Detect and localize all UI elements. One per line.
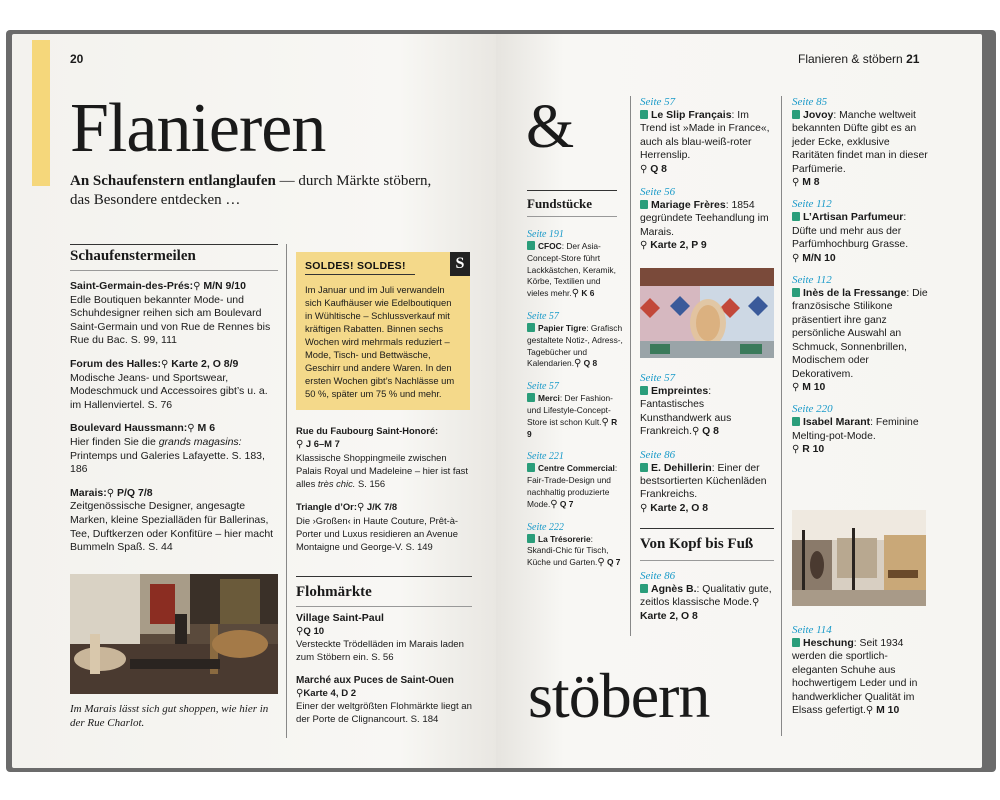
map-pin-icon: ⚲ [187, 423, 195, 435]
entry-text-italic: très chic. [317, 478, 356, 489]
shop-text: : Der Asia-Concept-Store führt Lackkästchen, Keramik, Körbe, Textilien und vieles mehr. [527, 241, 616, 299]
shop-name: Isabel Marant [803, 416, 871, 429]
shop-body [792, 416, 932, 456]
entry-text: Modische Jeans- und Sportswear, Modeschmuck und Accessoires gibt’s u. a. im Hallenviertel. S. 76 [70, 371, 268, 411]
entry-saint-germain [70, 280, 280, 348]
map-ref: K 6 [579, 288, 595, 299]
photo-shop-interior [792, 510, 926, 606]
shop-name: CFOC [538, 241, 562, 251]
page-reference: Seite 112 [792, 274, 832, 287]
shop-text: : Fantastisches Kunsthandwerk aus Frankreich. [640, 386, 732, 438]
shop-empreintes [640, 372, 776, 439]
intro-rest: — durch Märkte stöbern, das Besondere entdecken … [70, 173, 432, 208]
floh-entries [296, 612, 472, 726]
shop-name: Empreintes [651, 385, 709, 397]
entry-ref: J 6–M 7 [303, 438, 340, 449]
fund-item-body [527, 534, 623, 569]
shop-name: La Trésorerie [538, 533, 591, 544]
map-pin-icon: ⚲ [356, 502, 365, 513]
shop-name: Inès de la Fressange [803, 287, 907, 300]
shopping-bag-icon [527, 534, 535, 543]
entry-text-after: S. 156 [355, 478, 386, 489]
entry-ref: J/K 7/8 [364, 501, 398, 512]
map-pin-icon: ⚲ [597, 557, 605, 569]
col2-top-list [640, 96, 776, 263]
map-ref: M 10 [873, 705, 900, 717]
map-ref: Q 8 [581, 358, 598, 369]
page-reference: Seite 86 [640, 570, 676, 582]
shop-text: : Fair-Trade-Design und nachhaltig produzierte Mode. [527, 463, 618, 509]
shop-lartisan-parfumeur [792, 198, 932, 265]
entry-text: Einer der weltgrößten Flohmärkte liegt an der Porte de Clignancourt. S. 184 [296, 701, 472, 725]
fund-item-la-tresorerie [527, 521, 623, 569]
shop-name: Merci [538, 393, 560, 404]
shop-name: Mariage Frères [651, 199, 726, 212]
chapter-color-tab [32, 40, 50, 186]
fundstucke-list [527, 228, 623, 569]
entry-ref: M/N 9/10 [200, 280, 246, 292]
map-pin-icon: ⚲ [691, 426, 700, 438]
entry-name: Marais: [70, 486, 107, 499]
shop-body [640, 462, 776, 516]
map-pin-icon: ⚲ [574, 358, 582, 370]
shop-name: Papier Tigre [538, 322, 587, 333]
page-reference: Seite 222 [527, 521, 564, 533]
map-pin-icon: ⚲ [640, 502, 648, 514]
shopping-bag-icon [792, 417, 800, 426]
col3-list [792, 96, 932, 457]
page-reference: Seite 221 [527, 451, 564, 463]
shopping-bag-icon [527, 323, 535, 332]
page-title: Flanieren [70, 90, 326, 167]
map-pin-icon: ⚲ [296, 439, 304, 450]
page-reference: Seite 85 [792, 96, 828, 108]
shop-heschung [792, 624, 932, 717]
shopping-bag-icon [527, 393, 535, 402]
von-kopf-rule [640, 528, 774, 529]
fund-item-merci [527, 380, 623, 440]
shop-text: : Manche weltweit bekannten Düfte gibt es an jeder Ecke, exklusive Raritäten findet man in dieser Parfümerie. [792, 110, 928, 175]
shop-text: : Skandi-Chic für Tisch, Küche und Garten. [527, 533, 609, 568]
map-pin-icon: ⚲ [161, 358, 169, 370]
shopping-bag-icon [640, 463, 648, 472]
photo-empreintes-window [640, 268, 774, 358]
page-reference: Seite 57 [640, 372, 676, 384]
entry-village-saint-paul [296, 612, 472, 664]
map-pin-icon: ⚲ [193, 281, 201, 292]
fund-item-body [527, 463, 623, 510]
entry-name: Saint-Germain-des-Prés: [70, 280, 194, 292]
fund-item-body [527, 323, 623, 370]
map-pin-icon: ⚲ [571, 288, 580, 300]
section-rule-bottom [70, 270, 278, 271]
map-ref: M 8 [799, 177, 820, 189]
map-ref: Q 8 [647, 163, 667, 175]
shop-text: : Grafisch gestaltete Notiz-, Adress-, Tagebücher und Kalendarien. [527, 322, 623, 369]
shopping-bag-icon [640, 200, 648, 209]
map-ref: M/N 10 [799, 252, 836, 264]
entry-ref: Karte 4, D 2 [303, 688, 357, 699]
fund-item-centre-commercial [527, 450, 623, 510]
column-divider [781, 96, 782, 736]
entry-marais [70, 487, 280, 555]
page-reference: Seite 220 [792, 403, 833, 416]
map-ref: Karte 2, O 8 [640, 610, 698, 622]
section-heading-flohmarkte: Flohmärkte [296, 584, 372, 600]
shopping-bag-icon [640, 110, 648, 119]
shopping-bag-icon [527, 241, 535, 250]
flohmarkte-rule [296, 576, 472, 577]
page-reference: Seite 57 [527, 381, 559, 393]
map-ref: Q 7 [604, 557, 621, 568]
map-pin-icon: ⚲ [792, 252, 800, 264]
shop-window-image [640, 268, 774, 358]
photo-caption: Im Marais lässt sich gut shoppen, wie hier in der Rue Charlot. [70, 703, 269, 729]
page-reference: Seite 191 [527, 229, 564, 240]
shop-name: Centre Commercial [538, 463, 615, 474]
map-pin-icon: ⚲ [550, 498, 558, 510]
shop-body [640, 385, 776, 439]
section-heading-schaufenstermeilen: Schaufenstermeilen [70, 248, 196, 264]
shop-ines-de-la-fressange [792, 274, 932, 394]
map-pin-icon: ⚲ [296, 626, 304, 637]
column-divider [630, 96, 631, 636]
ampersand-title: & [526, 93, 575, 161]
page-reference: Seite 57 [527, 310, 559, 322]
shop-name: Le Slip Français [651, 109, 732, 121]
entry-marche-aux-puces [296, 674, 472, 726]
shop-name: Heschung [803, 637, 854, 649]
map-pin-icon: ⚲ [640, 163, 648, 175]
shop-agnes-b [640, 570, 776, 623]
shop-text: : Der Fashion- und Lifestyle-Concept-Store ist schon Kult. [527, 393, 613, 427]
shop-e-dehillerin [640, 449, 776, 516]
shopping-bag-icon [640, 386, 648, 395]
shopping-bag-icon [640, 584, 648, 593]
shop-body [792, 637, 932, 717]
entry-name: Rue du Faubourg Saint-Honoré: [296, 425, 439, 436]
map-pin-icon: ⚲ [106, 487, 115, 499]
page-number-left: 20 [70, 52, 84, 66]
map-ref: Karte 2, P 9 [647, 240, 707, 252]
running-header-text: Flanieren & stöbern [798, 52, 903, 66]
fund-item-body [527, 241, 623, 300]
col2-mid-list [640, 372, 776, 515]
intro-text [70, 172, 440, 210]
shop-body [792, 109, 932, 189]
page-reference: Seite 56 [640, 186, 676, 199]
running-header [798, 52, 919, 66]
map-pin-icon: ⚲ [865, 705, 874, 717]
map-pin-icon: ⚲ [752, 597, 760, 609]
map-pin-icon: ⚲ [601, 416, 609, 428]
entry-name: Village Saint-Paul [296, 612, 384, 624]
shop-text: : Düfte und mehr aus der Parfümhochburg Grasse. [792, 212, 909, 251]
entry-text: Zeitgenössische Designer, angesagte Marken, kleine Spezialläden für Ballerinas, Tee, Duftkerzen oder Konfitüre – hier macht Bummeln Spaß. S. 44 [70, 500, 274, 554]
map-pin-icon: ⚲ [640, 240, 648, 252]
shop-text: : 1854 gegründete Teehandlung im Marais. [640, 200, 769, 238]
shopping-bag-icon [792, 110, 800, 119]
shop-isabel-marant [792, 403, 932, 456]
callout-title: SOLDES! SOLDES! [305, 260, 415, 275]
section-heading-von-kopf-bis-fuss: Von Kopf bis Fuß [640, 536, 754, 552]
photo-rue-charlot [70, 574, 278, 694]
map-pin-icon: ⚲ [792, 381, 800, 393]
fundstucke-rule-bottom [527, 216, 617, 217]
shop-text: : Qualitativ gute, zeitlos klassische Mode. [640, 584, 772, 609]
section-rule [70, 244, 278, 245]
shop-name: E. Dehillerin [651, 461, 712, 474]
map-ref: R 10 [799, 444, 825, 456]
page-number-right: 21 [906, 52, 920, 66]
entry-text: Versteckte Trödelläden im Marais laden zum Stöbern ein. S. 56 [296, 639, 464, 663]
shop-body [640, 199, 776, 253]
page-reference: Seite 57 [640, 96, 676, 108]
shop-body [640, 583, 776, 623]
intro-bold: An Schaufenstern entlanglaufen [70, 173, 276, 189]
fund-item-body [527, 393, 623, 440]
entry-ref: P/Q 7/8 [114, 486, 153, 499]
shopping-bag-icon [792, 288, 800, 297]
entry-name: Marché aux Puces de Saint-Ouen [296, 675, 454, 686]
shop-text: : Die französische Stilikone präsentiert ihre ganz persönliche Auswahl an Schmuck, Sonnenbrillen, Modischem oder Dekorativem. [792, 288, 928, 380]
shop-jovoy [792, 96, 932, 189]
flohmarkte-rule-bottom [296, 606, 472, 607]
map-ref: Q 7 [557, 498, 574, 509]
callout-text: Im Januar und im Juli verwandeln sich Kaufhäuser wie Edelboutiquen in Wühltische – Schlussverkauf mit kräftigen Rabatten. Binnen sechs Wochen wird mehrmals reduziert – Mode, Tisch- und Bettwäsche, Geschirr und andere Waren. In den ersten Wochen gibt’s Nachlässe um 50 %, später um 75 % und mehr. [305, 284, 455, 399]
map-ref: Karte 2, O 8 [647, 502, 708, 514]
entry-ref: M 6 [194, 422, 216, 435]
shop-text: : Feminine Melting-pot-Mode. [792, 417, 919, 442]
shop-mariage-freres [640, 186, 776, 253]
shop-body [792, 287, 932, 394]
mid-entries [296, 424, 472, 553]
entry-text: Klassische Shoppingmeile zwischen Palais Royal und Madeleine – hier ist fast alles [296, 452, 468, 489]
shop-le-slip-francais [640, 96, 776, 176]
entry-name: Triangle d’Or: [296, 501, 357, 512]
entry-text: Die ›Großen‹ in Haute Couture, Prêt-à-Porter und Luxus residieren an Avenue Montaigne und George-V. S. 149 [296, 515, 459, 552]
col3-bottom-list [792, 624, 932, 717]
entry-triangle-dor [296, 500, 472, 553]
shopping-bag-icon [792, 638, 800, 647]
entry-boulevard-haussmann [70, 422, 280, 476]
shop-text: : Einer der bestsortierten Küchenläden Frankreichs. [640, 462, 767, 501]
fund-item-cfoc [527, 228, 623, 300]
shop-photo-image [70, 574, 278, 694]
col2-bottom-list [640, 570, 776, 623]
shop-text: : Seit 1934 werden die sportlich-eleganten Schuhe aus hochwertigem Leder und in handwerklicher Qualität im Elsass gefertigt. [792, 638, 918, 717]
shopping-badge-icon: S [450, 252, 470, 276]
entry-text-italic: grands magasins: [158, 435, 242, 448]
map-ref: M 10 [799, 381, 826, 393]
shop-name: Agnès B. [651, 583, 697, 595]
shopping-bag-icon [527, 463, 535, 472]
map-pin-icon: ⚲ [792, 444, 800, 456]
shopping-bag-icon [792, 212, 800, 221]
entry-name: Boulevard Haussmann: [70, 422, 188, 435]
column-divider [286, 244, 287, 738]
entry-faubourg-saint-honore [296, 424, 472, 490]
entry-ref: Karte 2, O 8/9 [168, 357, 239, 370]
shop-name: Jovoy [803, 109, 834, 121]
fundstucke-rule [527, 190, 617, 191]
entry-ref: Q 10 [303, 626, 325, 637]
soldes-callout-box [296, 252, 470, 410]
shop-interior-image [792, 510, 926, 606]
map-pin-icon: ⚲ [296, 688, 304, 699]
entry-name: Forum des Halles: [70, 357, 162, 370]
section-heading-fundstucke: Fundstücke [527, 196, 593, 211]
shop-name: L’Artisan Parfumeur [803, 211, 904, 224]
entry-text: Edle Boutiquen bekannter Mode- und Schuhdesigner reihen sich am Boulevard Saint-Germain und von Rue de Rennes bis Rue du Bac. S. 99, 111 [70, 293, 271, 347]
map-ref: R 9 [527, 416, 618, 439]
fund-item-papier-tigre [527, 310, 623, 370]
shop-text: : Im Trend ist »Made in France«, auch als blau-weiß-roter Herrenslip. [640, 110, 770, 162]
von-kopf-rule-bottom [640, 560, 774, 561]
page-reference: Seite 112 [792, 198, 832, 211]
page-reference: Seite 114 [792, 624, 832, 636]
page-reference: Seite 86 [640, 448, 676, 461]
left-entries [70, 280, 280, 555]
map-ref: Q 8 [699, 426, 719, 438]
shop-body [640, 109, 776, 176]
stobern-title: stöbern [528, 660, 710, 731]
entry-forum-des-halles [70, 358, 280, 412]
map-pin-icon: ⚲ [792, 177, 800, 189]
shop-body [792, 211, 932, 265]
entry-text-after: Printemps und Galeries Lafayette. S. 183, 186 [70, 449, 265, 476]
entry-text: Hier finden Sie die [70, 435, 159, 448]
